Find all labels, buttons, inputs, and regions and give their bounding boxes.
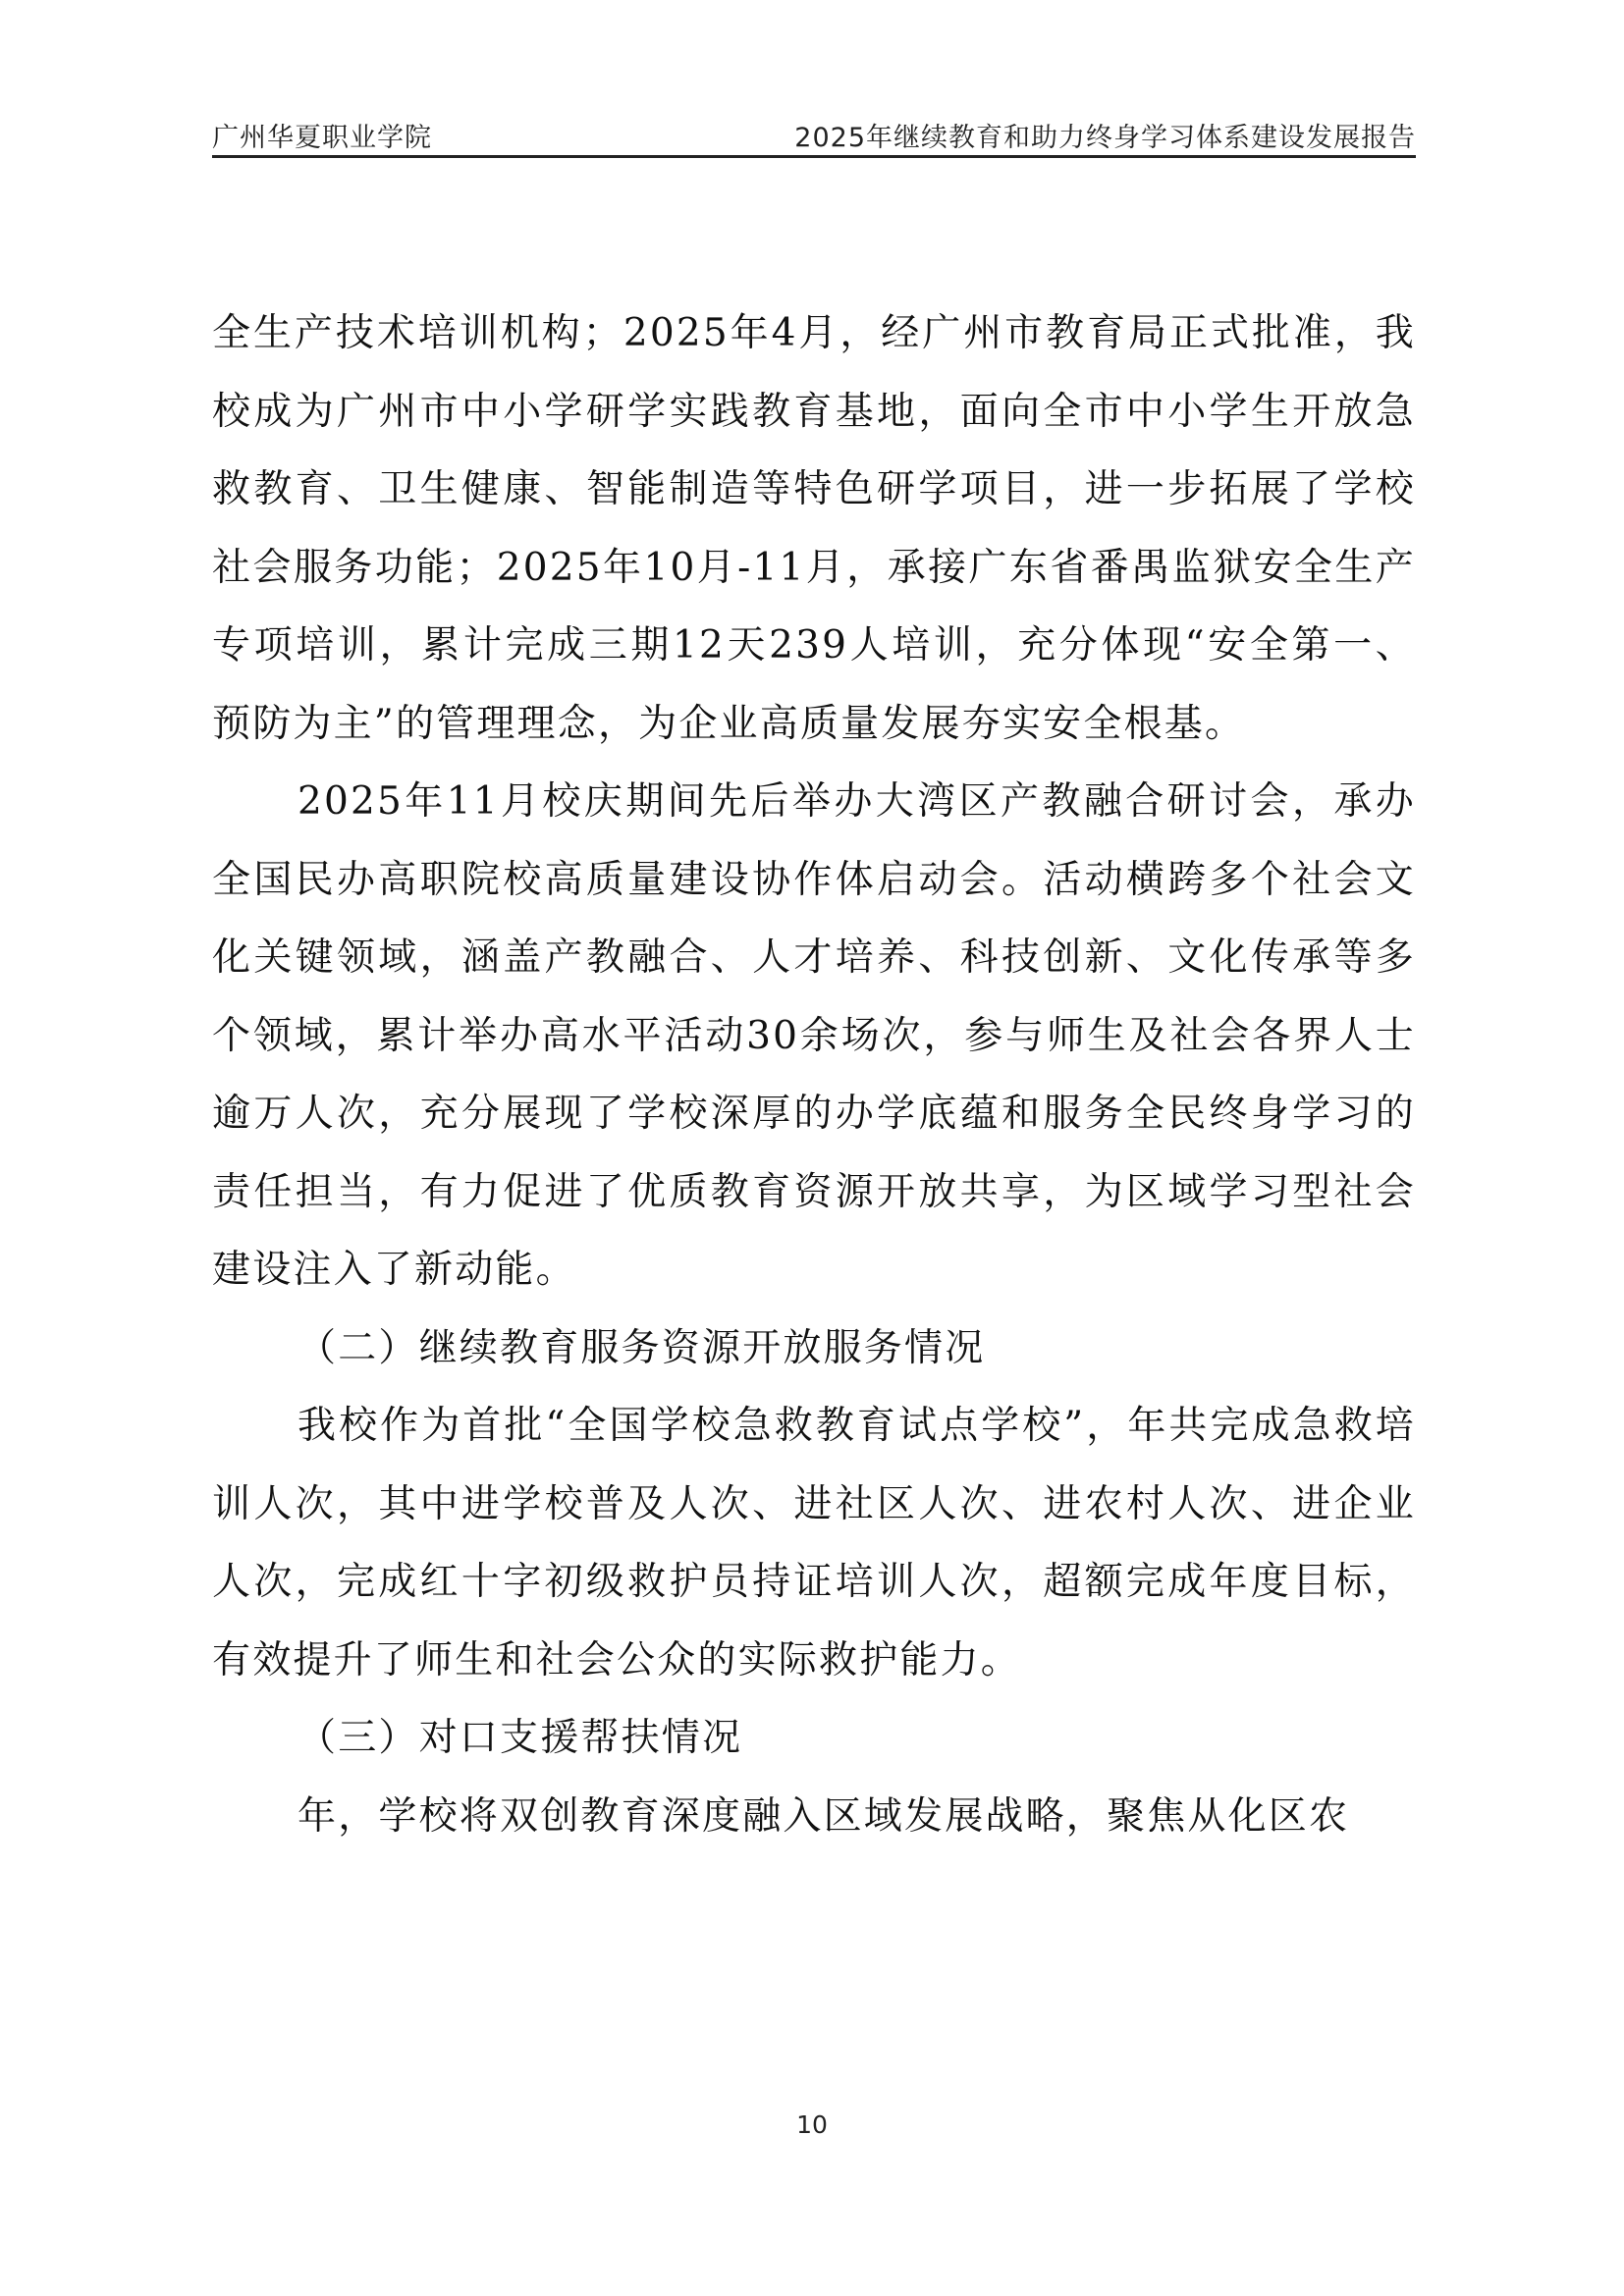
section-heading-support-assistance: （三）对口支援帮扶情况 xyxy=(298,1716,743,1760)
paragraph-continuation: 全生产技术培训机构；2025年4月，经广州市教育局正式批准，我校成为广州市中小学研学实践教育基地，面向全市中小学生开放急救教育、卫生健康、智能制造等特色研学项目，进一步拓展了学校社会服务功能；2025年10月-11月，承接广东省番禺监狱安全生产专项培训，累计完成三期12天239人培训，充分体现“安全第一、预防为主”的管理理念，为企业高质量发展夯实安全根基。 xyxy=(212,311,1416,746)
paragraph-anniversary-events: 2025年11月校庆期间先后举办大湾区产教融合研讨会，承办全国民办高职院校高质量建设协作体启动会。活动横跨多个社会文化关键领域，涵盖产教融合、人才培养、科技创新、文化传承等多个领域，累计举办高水平活动30余场次，参与师生及社会各界人士逾万人次，充分展现了学校深厚的办学底蕴和服务全民终身学习的责任担当，有力促进了优质教育资源开放共享，为区域学习型社会建设注入了新动能。 xyxy=(212,779,1416,1292)
section-heading-resource-opening: （二）继续教育服务资源开放服务情况 xyxy=(298,1325,986,1370)
document-body xyxy=(212,294,1416,1855)
running-header xyxy=(212,110,1416,158)
page-number: 10 xyxy=(796,2110,828,2139)
paragraph-first-aid-training: 我校作为首批“全国学校急救教育试点学校”，年共完成急救培训人次，其中进学校普及人次、进社区人次、进农村人次、进企业人次，完成红十字初级救护员持证培训人次，超额完成年度目标，有效提升了师生和社会公众的实际救护能力。 xyxy=(212,1404,1416,1682)
paragraph-innovation-education: 年，学校将双创教育深度融入区域发展战略，聚焦从化区农 xyxy=(298,1793,1350,1839)
header-institution-name: 广州华夏职业学院 xyxy=(212,123,432,153)
header-report-title: 2025年继续教育和助力终身学习体系建设发展报告 xyxy=(794,123,1416,153)
